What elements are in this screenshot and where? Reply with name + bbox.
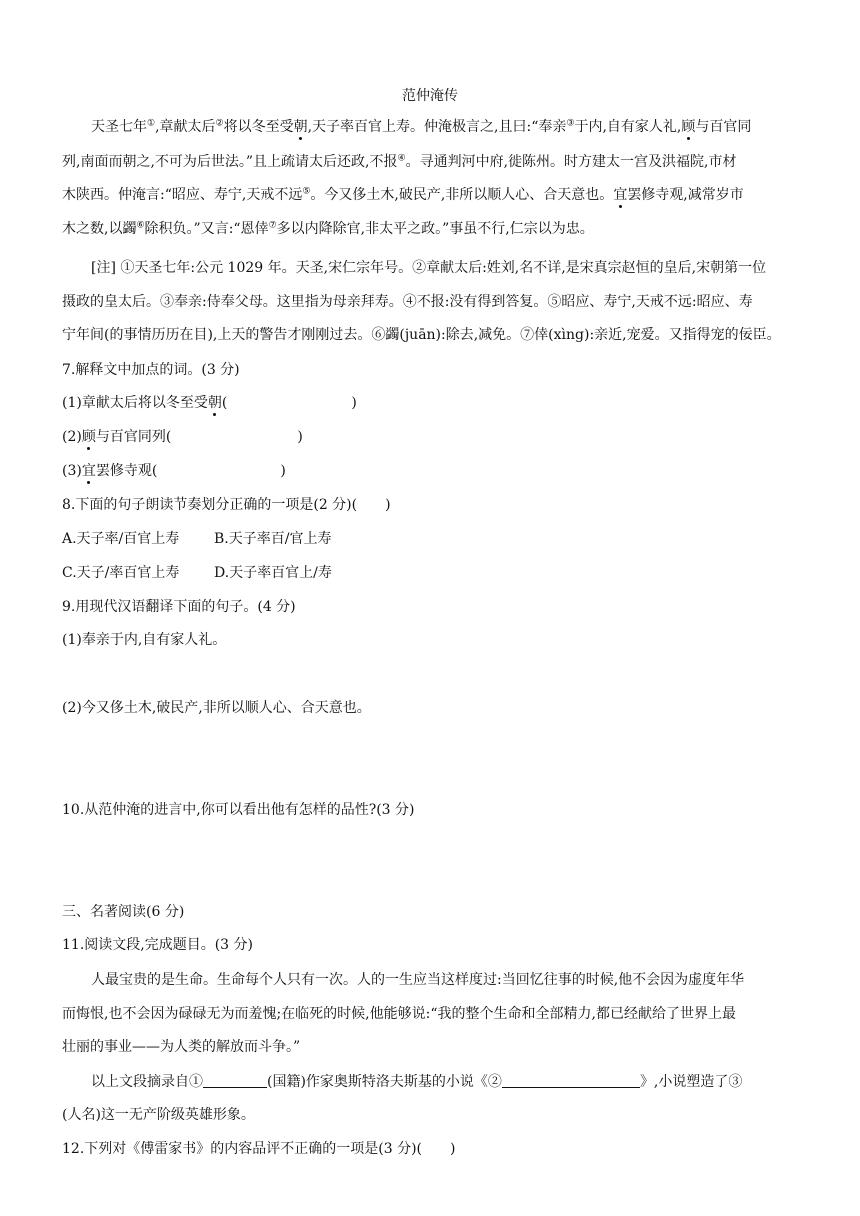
q7-item-2: (2)顾与百官同列( ) [62, 429, 303, 445]
passage-line-1: 天圣七年①,章献太后②将以冬至受朝,天子率百官上寿。仲淹极言之,且曰:“奉亲③于内,自有家人礼,顾与百官同 [91, 118, 752, 135]
passage-line-4: 木之数,以蠲⑥除积负。”又言:“恩倖⑦多以内降除官,非太平之政。”事虽不行,仁宗以为忠。 [62, 220, 594, 237]
blank-1[interactable] [203, 1073, 267, 1088]
q8-option-d: D.天子率百官上/寿 [214, 565, 332, 581]
q11-passage-line-1: 人最宝贵的是生命。生命每个人只有一次。人的一生应当这样度过:当回忆往事的时候,他不会因为虚度年华 [91, 972, 745, 988]
q10-stem: 10.从范仲淹的进言中,你可以看出他有怎样的品性?(3 分) [62, 802, 415, 818]
dotted-word: 朝 [207, 395, 222, 411]
q9-stem: 9.用现代汉语翻译下面的句子。(4 分) [62, 599, 296, 615]
dotted-word: 顾 [681, 119, 696, 135]
dotted-word: 宜 [613, 187, 628, 203]
blank-2[interactable] [502, 1073, 640, 1088]
q12-stem: 12.下列对《傅雷家书》的内容品评不正确的一项是(3 分)( ) [62, 1141, 456, 1157]
q9-sentence-1: (1)奉亲于内,自有家人礼。 [62, 632, 227, 648]
passage-title: 范仲淹传 [402, 88, 458, 104]
section-heading: 三、名著阅读(6 分) [62, 904, 185, 920]
notes-line-3: 宁年间(的事情历历在目),上天的警告才刚刚过去。⑥蠲(juān):除去,减免。⑦倖(xìng):亲近,宠爱。又指得宠的佞臣。 [62, 327, 781, 343]
q11-fill-line-2: (人名)这一无产阶级英雄形象。 [62, 1107, 255, 1123]
q8-option-c: C.天子/率百官上寿 [62, 565, 180, 581]
passage-line-2: 列,南面而朝之,不可为后世法。”且上疏请太后还政,不报④。寻通判河中府,徙陈州。时方建太一宫及洪福院,市材 [62, 153, 737, 170]
q7-item-3: (3)宜罢修寺观( ) [62, 463, 286, 479]
dotted-word: 宜 [81, 463, 96, 479]
q8-stem: 8.下面的句子朗读节奏划分正确的一项是(2 分)( ) [62, 497, 391, 513]
q11-passage-line-2: 而悔恨,也不会因为碌碌无为而羞愧;在临死的时候,他能够说:“我的整个生命和全部精力,都已经献给了世界上最 [62, 1006, 736, 1022]
q8-option-b: B.天子率百/官上寿 [214, 531, 332, 547]
passage-line-3: 木陕西。仲淹言:“昭应、寿宁,天戒不远⑤。今又侈土木,破民产,非所以顺人心、合天意也。宜罢修寺观,减常岁市 [62, 186, 744, 203]
notes-line-1: [注] ①天圣七年:公元 1029 年。天圣,宋仁宗年号。②章献太后:姓刘,名不详,是宋真宗赵恒的皇后,宋朝第一位 [91, 260, 767, 276]
q7-item-1: (1)章献太后将以冬至受朝( ) [62, 395, 357, 411]
dotted-word: 朝 [293, 119, 308, 135]
q11-stem: 11.阅读文段,完成题目。(3 分) [62, 937, 253, 953]
q7-stem: 7.解释文中加点的词。(3 分) [62, 362, 240, 378]
notes-line-2: 摄政的皇太后。③奉亲:侍奉父母。这里指为母亲拜寿。④不报:没有得到答复。⑤昭应、寿宁,天戒不远:昭应、寿 [62, 294, 753, 310]
dotted-word: 顾 [81, 429, 96, 445]
q9-sentence-2: (2)今又侈土木,破民产,非所以顺人心、合天意也。 [62, 700, 371, 716]
q11-fill-line-1: 以上文段摘录自① (国籍)作家奥斯特洛夫斯基的小说《② 》,小说塑造了③ [91, 1074, 743, 1090]
q8-option-a: A.天子率/百官上寿 [62, 531, 180, 547]
q11-passage-line-3: 壮丽的事业——为人类的解放而斗争。” [62, 1039, 301, 1055]
